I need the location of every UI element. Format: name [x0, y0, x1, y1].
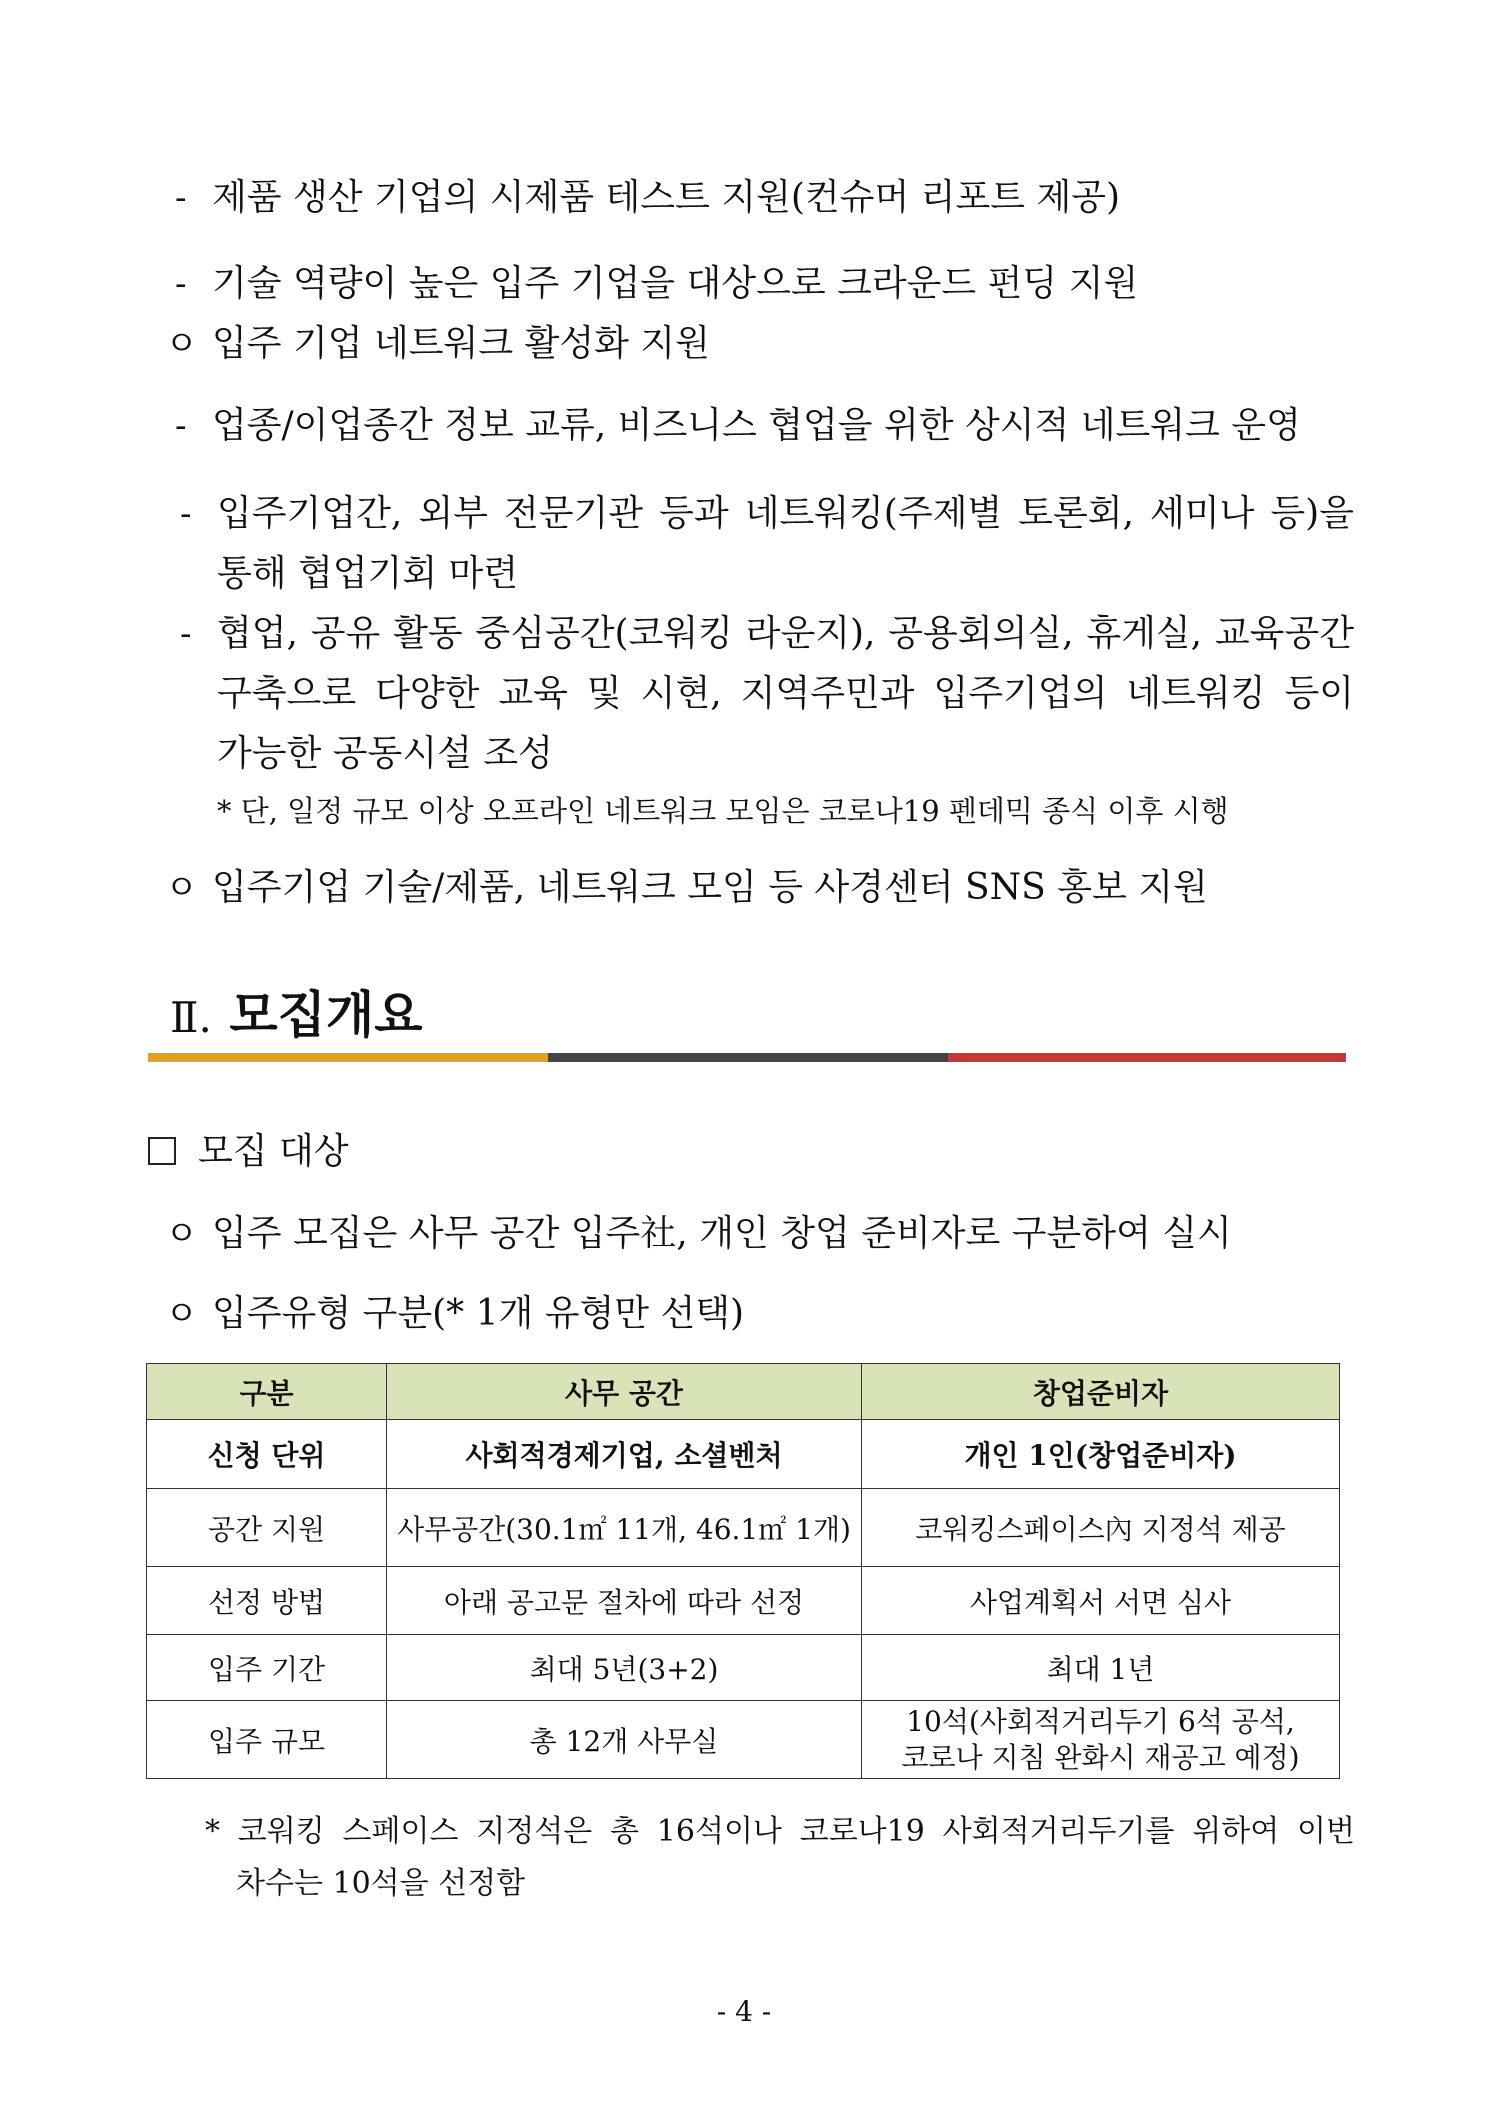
- list-item: 제품 생산 기업의 시제품 테스트 지원(컨슈머 리포트 제공): [212, 177, 1121, 218]
- circle-marker: ㅇ: [165, 868, 198, 908]
- list-item: 업종/이업종간 정보 교류, 비즈니스 협업을 위한 상시적 네트워크 운영: [212, 405, 1301, 446]
- table-header-cell: 창업준비자: [862, 1364, 1340, 1420]
- section-number: Ⅱ.: [170, 993, 212, 1042]
- section-bar-red: [948, 1053, 1346, 1062]
- dash-marker: -: [175, 406, 187, 446]
- table-cell: 최대 1년: [862, 1635, 1340, 1701]
- table-note-line: * 코워킹 스페이스 지정석은 총 16석이나 코로나19 사회적거리두기를 위하여 이번: [205, 1814, 1355, 1849]
- table-cell: 신청 단위: [147, 1420, 387, 1489]
- table-note-line: 차수는 10석을 선정함: [236, 1866, 526, 1901]
- table-row: [147, 1420, 1340, 1489]
- table-row: [147, 1489, 1340, 1567]
- table-cell: 최대 5년(3+2): [387, 1635, 862, 1701]
- table-row: [147, 1701, 1340, 1779]
- dash-marker: -: [180, 614, 192, 654]
- table-cell: 공간 지원: [147, 1489, 387, 1567]
- table-row: [147, 1635, 1340, 1701]
- circle-marker: ㅇ: [165, 1214, 198, 1254]
- table-header-cell: 사무 공간: [387, 1364, 862, 1420]
- table-cell: 사업계획서 서면 심사: [862, 1567, 1340, 1635]
- section-bar-yellow: [148, 1053, 548, 1062]
- dash-marker: -: [175, 178, 187, 218]
- section-heading: [170, 985, 423, 1048]
- table-header-cell: 구분: [147, 1364, 387, 1420]
- table-cell: 아래 공고문 절차에 따라 선정: [387, 1567, 862, 1635]
- list-item: 입주 모집은 사무 공간 입주社, 개인 창업 준비자로 구분하여 실시: [212, 1213, 1232, 1254]
- table-cell: 사회적경제기업, 소셜벤처: [387, 1420, 862, 1489]
- list-item-line: 입주기업간, 외부 전문기관 등과 네트워킹(주제별 토론회, 세미나 등)을: [217, 493, 1354, 534]
- list-item-line: 가능한 공동시설 조성: [217, 733, 553, 774]
- dash-marker: -: [175, 264, 187, 304]
- list-item: 입주기업 기술/제품, 네트워크 모임 등 사경센터 SNS 홍보 지원: [212, 867, 1208, 908]
- table-cell: 개인 1인(창업준비자): [862, 1420, 1340, 1489]
- circle-marker: ㅇ: [165, 324, 198, 364]
- list-item: 입주 기업 네트워크 활성화 지원: [212, 323, 710, 364]
- list-item-line: 통해 협업기회 마련: [217, 553, 519, 594]
- table-cell: 코워킹스페이스內 지정석 제공: [862, 1489, 1340, 1567]
- table-cell: 사무공간(30.1㎡ 11개, 46.1㎡ 1개): [387, 1489, 862, 1567]
- table-cell: 입주 기간: [147, 1635, 387, 1701]
- section-title: 모집개요: [229, 986, 423, 1044]
- checkbox-icon: [148, 1137, 176, 1165]
- list-item: 입주유형 구분(* 1개 유형만 선택): [212, 1293, 745, 1334]
- table-cell: 총 12개 사무실: [387, 1701, 862, 1779]
- list-item: 기술 역량이 높은 입주 기업을 대상으로 크라운드 펀딩 지원: [212, 263, 1139, 304]
- dash-marker: -: [180, 494, 192, 534]
- circle-marker: ㅇ: [165, 1294, 198, 1334]
- subsection-title: 모집 대상: [198, 1131, 349, 1172]
- table-cell-line: 10석(사회적거리두기 6석 공석,: [906, 1704, 1295, 1738]
- list-item-line: 구축으로 다양한 교육 및 시현, 지역주민과 입주기업의 네트워킹 등이: [217, 673, 1354, 714]
- section-bar-gray: [548, 1053, 948, 1062]
- table-cell: 선정 방법: [147, 1567, 387, 1635]
- table-cell-line: 코로나 지침 완화시 재공고 예정): [901, 1740, 1300, 1774]
- table-header-row: [147, 1364, 1340, 1420]
- page-number: - 4 -: [716, 1995, 772, 2028]
- list-item-line: 협업, 공유 활동 중심공간(코워킹 라운지), 공용회의실, 휴게실, 교육공간: [217, 613, 1354, 654]
- table-cell: 입주 규모: [147, 1701, 387, 1779]
- table-row: [147, 1567, 1340, 1635]
- table-cell-multiline: [862, 1701, 1340, 1779]
- facility-note: * 단, 일정 규모 이상 오프라인 네트워크 모임은 코로나19 펜데믹 종식 이후 시행: [217, 794, 1229, 828]
- recruitment-table: [146, 1363, 1340, 1779]
